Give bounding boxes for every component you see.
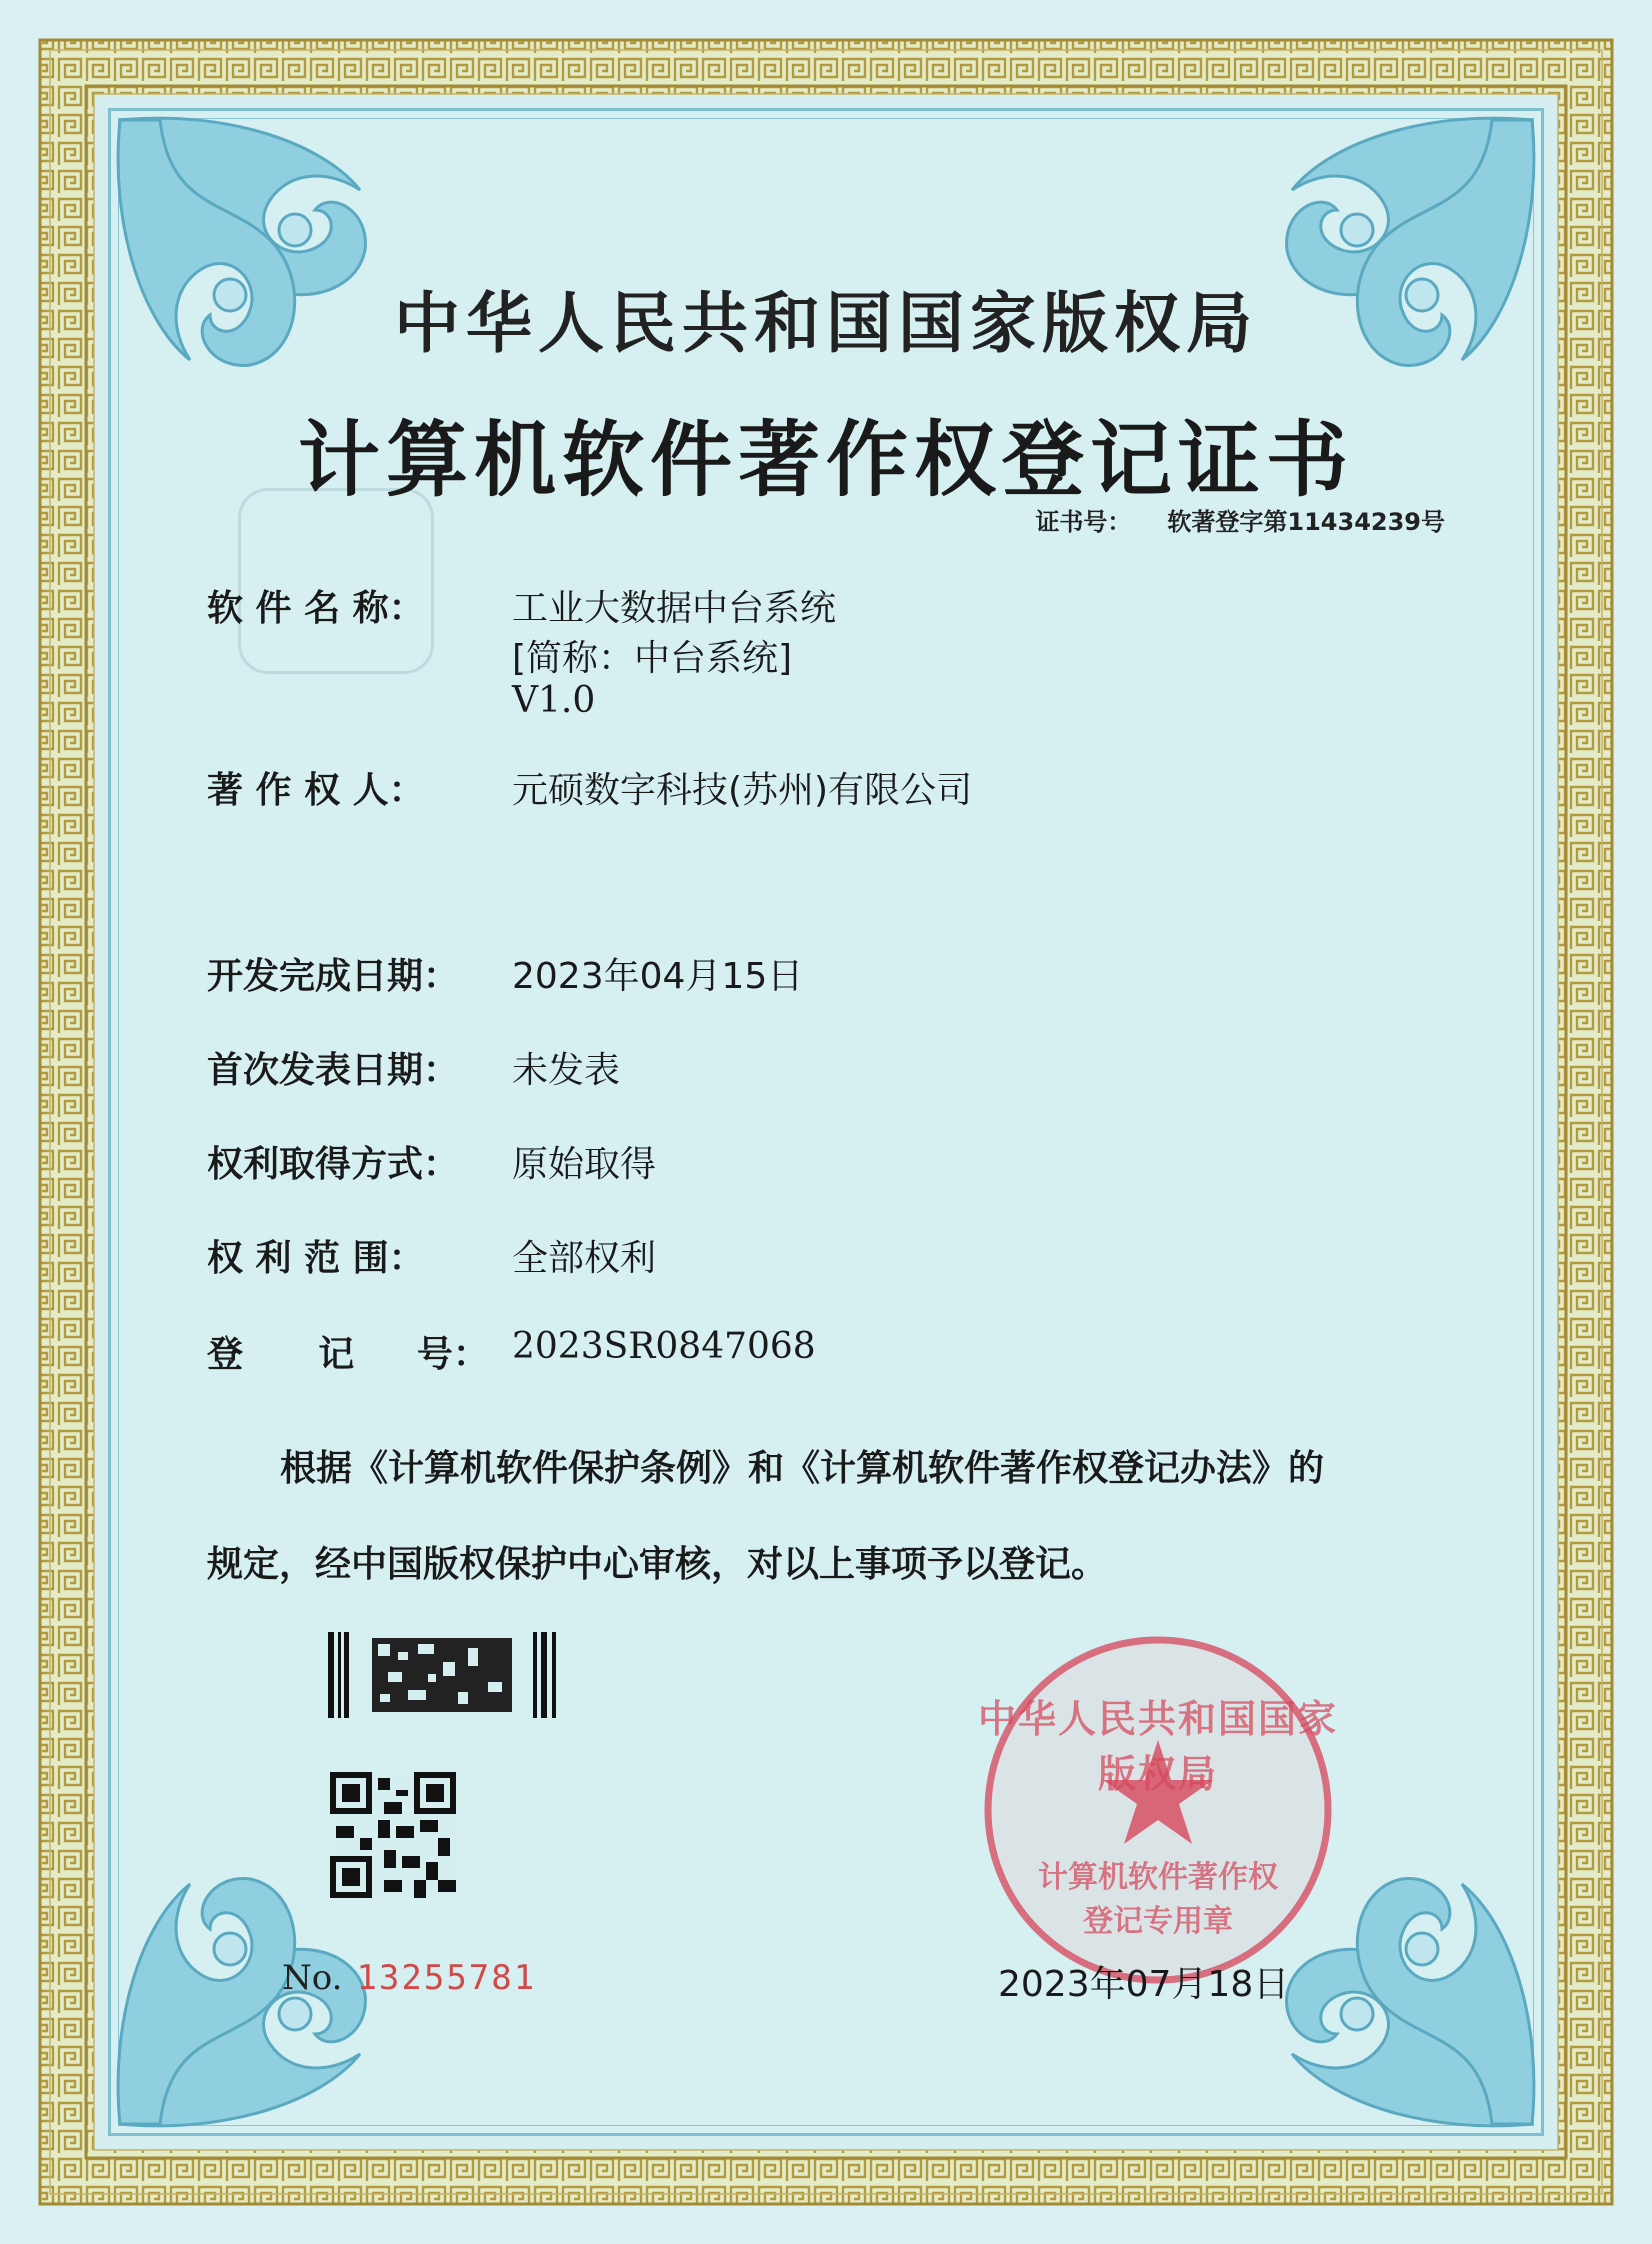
registration-number-label: 登 记 号： (207, 1334, 489, 1375)
owner-label: 著 作 权 人： (207, 770, 425, 811)
certificate-number-label: 证书号： (1035, 508, 1132, 536)
software-name-value: 工业大数据中台系统 (512, 588, 837, 629)
certificate-number (1035, 502, 1445, 537)
barcode (328, 1632, 560, 1718)
software-short-name: [简称：中台系统] (512, 638, 793, 679)
rights-scope-label: 权 利 范 围： (207, 1238, 425, 1279)
statement-line-2: 规定，经中国版权保护中心审核，对以上事项予以登记。 (207, 1544, 1108, 1585)
serial-number-value: 13255781 (356, 1958, 537, 1998)
registration-number-value: 2023SR0847068 (512, 1326, 816, 1367)
certificate-title: 计算机软件著作权登记证书 (297, 413, 1354, 508)
acquire-method-value: 原始取得 (512, 1144, 657, 1185)
qr-code (330, 1772, 456, 1898)
statement-line-1: 根据《计算机软件保护条例》和《计算机软件著作权登记办法》的 (280, 1448, 1325, 1489)
rights-scope-value: 全部权利 (512, 1238, 657, 1279)
publish-date-value: 未发表 (512, 1050, 621, 1091)
seal-text-line-2: 登记专用章 (1083, 1904, 1233, 1939)
acquire-method-label: 权利取得方式： (207, 1144, 460, 1185)
owner-value: 元硕数字科技(苏州)有限公司 (512, 770, 973, 811)
software-name-label: 软 件 名 称： (207, 588, 425, 629)
seal-arc-text: 中华人民共和国国家版权局 (978, 1697, 1339, 1796)
issuing-authority: 中华人民共和国国家版权局 (394, 285, 1258, 362)
issue-date: 2023年07月18日 (998, 1964, 1290, 2005)
serial-prefix: No. (282, 1958, 343, 1998)
publish-date-label: 首次发表日期： (207, 1050, 460, 1091)
certificate-number-value: 软著登字第11434239号 (1167, 508, 1445, 536)
software-version: V1.0 (512, 680, 596, 721)
seal-text-line-1: 计算机软件著作权 (1038, 1860, 1278, 1895)
dev-date-value: 2023年04月15日 (512, 956, 804, 997)
serial-number (282, 1958, 536, 1998)
dev-date-label: 开发完成日期： (207, 956, 460, 997)
